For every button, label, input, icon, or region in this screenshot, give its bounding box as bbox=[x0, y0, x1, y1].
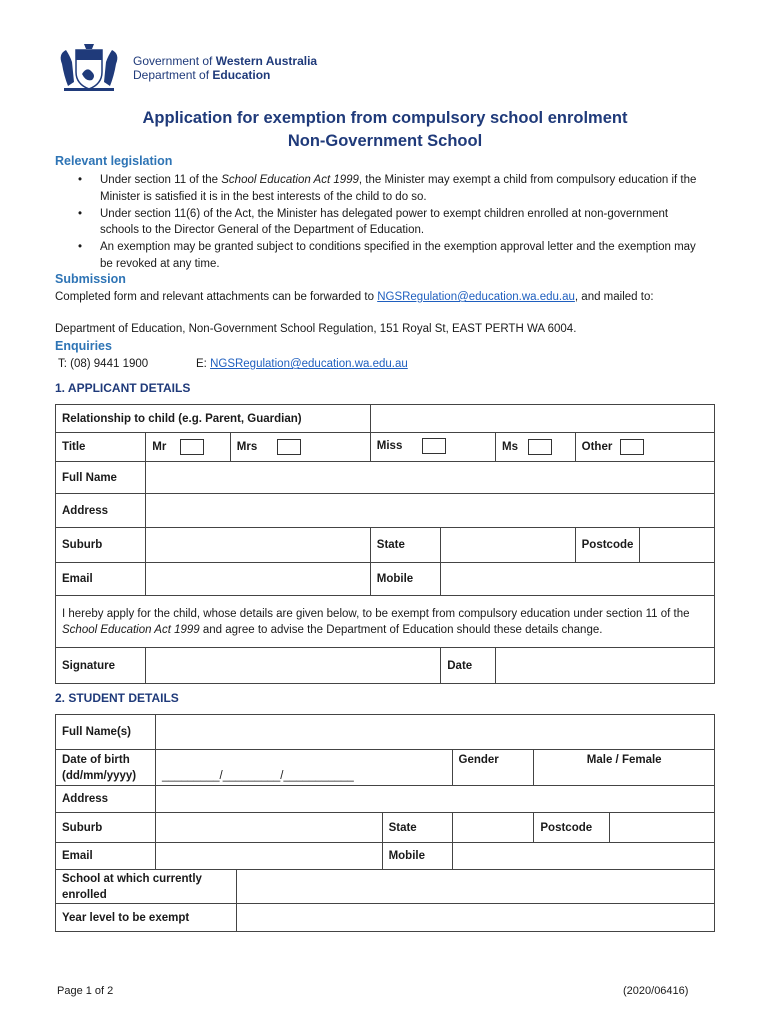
relationship-field[interactable] bbox=[370, 405, 714, 433]
government-name: Government of Western Australia bbox=[133, 54, 318, 68]
email-label: Email bbox=[56, 563, 146, 596]
current-school-label: School at which currently enrolled bbox=[56, 870, 237, 904]
legislation-bullet: • Under section 11 of the School Education Act 1999, the Minister may exempt a child from compulsory education if the Minister is satisfied it is in the best interests of the child to do so. bbox=[78, 172, 698, 205]
student-address-field[interactable] bbox=[155, 786, 714, 813]
student-full-names-field[interactable] bbox=[155, 715, 714, 750]
suburb-field[interactable] bbox=[146, 528, 371, 563]
submission-email-link[interactable]: NGSRegulation@education.wa.edu.au bbox=[377, 291, 575, 303]
miss-checkbox[interactable] bbox=[422, 438, 446, 454]
state-field[interactable] bbox=[441, 528, 575, 563]
mrs-checkbox[interactable] bbox=[277, 439, 301, 455]
email-field[interactable] bbox=[146, 563, 371, 596]
postcode-label: Postcode bbox=[575, 528, 640, 563]
submission-heading: Submission bbox=[55, 272, 126, 286]
year-level-field[interactable] bbox=[236, 904, 714, 932]
legislation-heading: Relevant legislation bbox=[55, 154, 173, 168]
enquiries-email: E: NGSRegulation@education.wa.edu.au bbox=[196, 358, 408, 370]
submission-address: Department of Education, Non-Government School Regulation, 151 Royal St, EAST PERTH WA 6004. bbox=[55, 323, 577, 335]
crest-logo bbox=[54, 42, 124, 94]
current-school-field[interactable] bbox=[236, 870, 714, 904]
legislation-bullet: • Under section 11(6) of the Act, the Minister has delegated power to exempt children enrolled at non-government schools to the Director General of the Department of Education. bbox=[78, 206, 698, 239]
full-name-label: Full Name bbox=[56, 462, 146, 494]
student-email-field[interactable] bbox=[155, 843, 382, 870]
student-postcode-label: Postcode bbox=[534, 813, 610, 843]
title-option-mr: Mr bbox=[146, 433, 231, 462]
signature-label: Signature bbox=[56, 648, 146, 684]
student-suburb-field[interactable] bbox=[155, 813, 382, 843]
relationship-label: Relationship to child (e.g. Parent, Guardian) bbox=[56, 405, 371, 433]
dob-field[interactable]: _________/_________/___________ bbox=[155, 750, 452, 786]
ms-checkbox[interactable] bbox=[528, 439, 552, 455]
declaration-text: I hereby apply for the child, whose details are given below, to be exempt from compulsory education under section 11 of the School Education Act 1999 and agree to advise the Department of Education should these details change. bbox=[56, 596, 715, 648]
student-details-table bbox=[55, 714, 715, 932]
enquiries-phone: T: (08) 9441 1900 bbox=[58, 358, 149, 370]
year-level-label: Year level to be exempt bbox=[56, 904, 237, 932]
applicant-section-heading: 1. APPLICANT DETAILS bbox=[55, 381, 191, 395]
title-option-ms: Ms bbox=[496, 433, 576, 462]
title-option-mrs: Mrs bbox=[230, 433, 370, 462]
postcode-field[interactable] bbox=[640, 528, 715, 563]
date-label: Date bbox=[441, 648, 496, 684]
department-name: Department of Education bbox=[133, 68, 271, 82]
other-checkbox[interactable] bbox=[620, 439, 644, 455]
student-full-names-label: Full Name(s) bbox=[56, 715, 156, 750]
dob-label: Date of birth (dd/mm/yyyy) bbox=[56, 750, 156, 786]
document-reference: (2020/06416) bbox=[623, 985, 689, 997]
student-state-label: State bbox=[382, 813, 452, 843]
title-option-miss: Miss bbox=[370, 433, 495, 462]
submission-text: Completed form and relevant attachments can be forwarded to NGSRegulation@education.wa.edu.au, and mailed to: bbox=[55, 291, 654, 303]
signature-field[interactable] bbox=[146, 648, 441, 684]
enquiries-email-link[interactable]: NGSRegulation@education.wa.edu.au bbox=[210, 358, 408, 370]
date-field[interactable] bbox=[496, 648, 715, 684]
title-option-other: Other bbox=[575, 433, 714, 462]
title-label: Title bbox=[56, 433, 146, 462]
enquiries-heading: Enquiries bbox=[55, 339, 112, 353]
legislation-list bbox=[78, 172, 698, 273]
mobile-label: Mobile bbox=[370, 563, 440, 596]
full-name-field[interactable] bbox=[146, 462, 715, 494]
gender-label: Gender bbox=[452, 750, 534, 786]
student-section-heading: 2. STUDENT DETAILS bbox=[55, 691, 179, 705]
mr-checkbox[interactable] bbox=[180, 439, 204, 455]
student-suburb-label: Suburb bbox=[56, 813, 156, 843]
address-field[interactable] bbox=[146, 494, 715, 528]
student-email-label: Email bbox=[56, 843, 156, 870]
page-number: Page 1 of 2 bbox=[57, 985, 114, 997]
student-state-field[interactable] bbox=[452, 813, 534, 843]
mobile-field[interactable] bbox=[441, 563, 715, 596]
address-label: Address bbox=[56, 494, 146, 528]
applicant-details-table bbox=[55, 404, 715, 684]
form-title: Application for exemption from compulsory school enrolment bbox=[142, 109, 628, 127]
gender-options[interactable]: Male / Female bbox=[534, 750, 715, 786]
student-address-label: Address bbox=[56, 786, 156, 813]
state-label: State bbox=[370, 528, 440, 563]
legislation-bullet: • An exemption may be granted subject to conditions specified in the exemption approval letter and the exemption may be revoked at any time. bbox=[78, 239, 698, 272]
suburb-label: Suburb bbox=[56, 528, 146, 563]
form-subtitle: Non-Government School bbox=[287, 132, 483, 150]
student-mobile-field[interactable] bbox=[452, 843, 714, 870]
student-mobile-label: Mobile bbox=[382, 843, 452, 870]
student-postcode-field[interactable] bbox=[610, 813, 715, 843]
